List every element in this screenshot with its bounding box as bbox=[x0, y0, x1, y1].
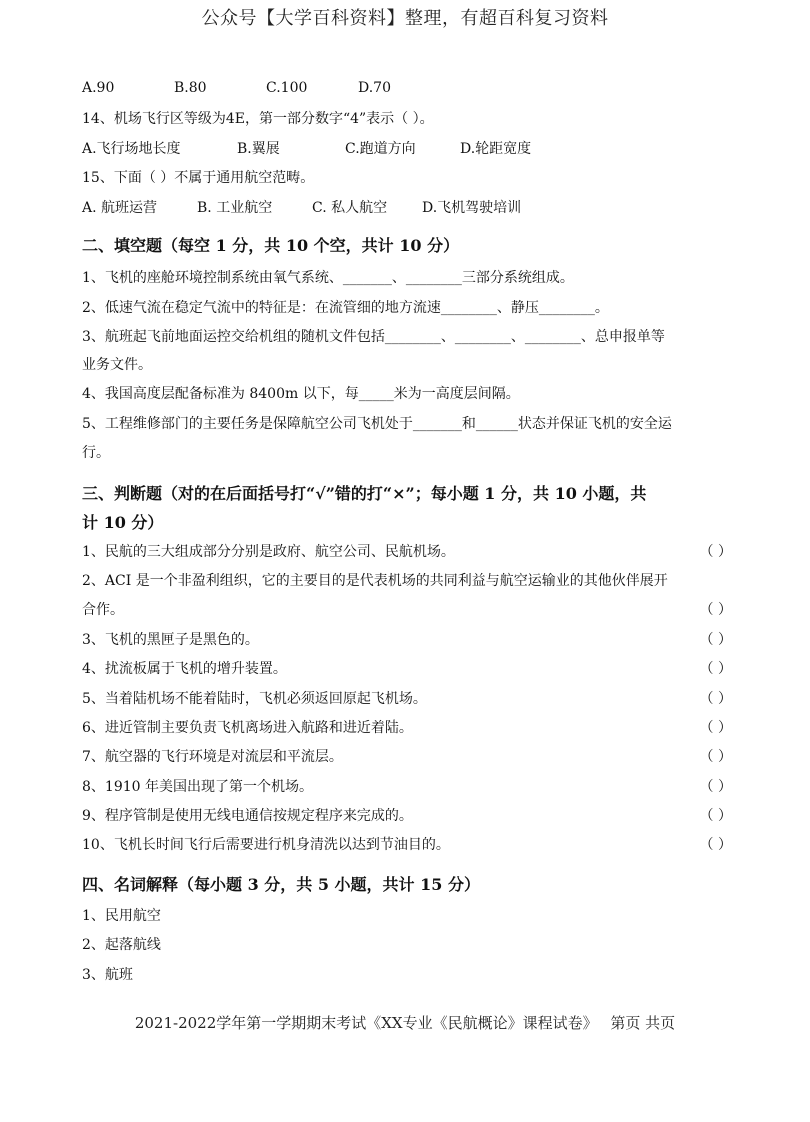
fill-question: 1、飞机的座舱环境控制系统由氧气系统、_______、________三部分系统组成。 bbox=[82, 270, 574, 286]
q15-options bbox=[82, 197, 521, 217]
answer-parentheses: （ ） bbox=[699, 749, 732, 765]
judge-text: 9、程序管制是使用无线电通信按规定程序来完成的。 bbox=[82, 808, 413, 824]
judge-text: 2、ACI 是一个非盈利组织，它的主要目的是代表机场的共同利益与航空运输业的其他伙伴展开 bbox=[82, 573, 668, 589]
judge-text-cont: 合作。 bbox=[82, 602, 124, 618]
option: C.100 bbox=[266, 80, 308, 96]
term-item: 3、航班 bbox=[82, 967, 133, 983]
answer-parentheses: （ ） bbox=[699, 779, 732, 795]
option: A.飞行场地长度 bbox=[82, 141, 181, 157]
judge-item bbox=[82, 541, 732, 561]
answer-parentheses: （ ） bbox=[699, 602, 732, 618]
judge-text: 8、1910 年美国出现了第一个机场。 bbox=[82, 779, 313, 795]
term-item: 1、民用航空 bbox=[82, 908, 161, 924]
judge-item bbox=[82, 746, 732, 766]
judge-item bbox=[82, 629, 732, 649]
option: B. 工业航空 bbox=[197, 200, 273, 216]
option: D.70 bbox=[358, 80, 391, 96]
option: A. 航班运营 bbox=[82, 200, 158, 216]
answer-parentheses: （ ） bbox=[699, 661, 732, 677]
judge-item bbox=[82, 658, 732, 678]
option: B.翼展 bbox=[237, 141, 280, 157]
answer-parentheses: （ ） bbox=[699, 632, 732, 648]
question-14: 14、机场飞行区等级为4E，第一部分数字“4”表示（ ）。 bbox=[82, 111, 434, 127]
option: D.飞机驾驶培训 bbox=[422, 200, 522, 216]
section-3-title-cont: 计 10 分） bbox=[82, 513, 164, 532]
fill-question: 4、我国高度层配备标准为 8400m 以下，每_____米为一高度层间隔。 bbox=[82, 386, 520, 402]
option: C.跑道方向 bbox=[345, 141, 416, 157]
option: B.80 bbox=[174, 80, 207, 96]
judge-text: 3、飞机的黑匣子是黑色的。 bbox=[82, 632, 259, 648]
fill-question: 3、航班起飞前地面运控交给机组的随机文件包括________、________、________、总申报单等 bbox=[82, 329, 665, 345]
judge-item bbox=[82, 599, 732, 619]
fill-question: 2、低速气流在稳定气流中的特征是：在流管细的地方流速________、静压________。 bbox=[82, 300, 609, 316]
section-4-title: 四、名词解释（每小题 3 分，共 5 小题，共计 15 分） bbox=[82, 875, 480, 894]
judge-item bbox=[82, 570, 732, 590]
fill-question: 5、工程维修部门的主要任务是保障航空公司飞机处于_______和______状态并保证飞机的安全运 bbox=[82, 416, 672, 432]
fill-question-cont: 业务文件。 bbox=[82, 357, 152, 373]
term-item: 2、起落航线 bbox=[82, 937, 161, 953]
q13-options bbox=[82, 80, 391, 96]
judge-text: 1、民航的三大组成部分分别是政府、航空公司、民航机场。 bbox=[82, 544, 455, 560]
answer-parentheses: （ ） bbox=[699, 691, 732, 707]
answer-parentheses: （ ） bbox=[699, 544, 732, 560]
option: A.90 bbox=[82, 80, 115, 96]
question-15: 15、下面（ ）不属于通用航空范畴。 bbox=[82, 170, 315, 186]
footer-course-title: 2021-2022学年第一学期期末考试《XX专业《民航概论》课程试卷》 bbox=[134, 1014, 598, 1032]
answer-parentheses: （ ） bbox=[699, 720, 732, 736]
option: C. 私人航空 bbox=[312, 200, 388, 216]
section-3-title: 三、判断题（对的在后面括号打“√”错的打“×”；每小题 1 分，共 10 小题，共 bbox=[82, 484, 647, 503]
judge-item bbox=[82, 717, 732, 737]
footer-page-number: 第页 共页 bbox=[610, 1014, 676, 1032]
answer-parentheses: （ ） bbox=[699, 808, 732, 824]
fill-question-cont: 行。 bbox=[82, 445, 110, 461]
judge-item bbox=[82, 776, 732, 796]
judge-item bbox=[82, 834, 732, 854]
answer-parentheses: （ ） bbox=[699, 837, 732, 853]
judge-text: 5、当着陆机场不能着陆时，飞机必须返回原起飞机场。 bbox=[82, 691, 427, 707]
judge-item bbox=[82, 805, 732, 825]
section-2-title: 二、填空题（每空 1 分，共 10 个空，共计 10 分） bbox=[82, 236, 460, 255]
judge-item bbox=[82, 688, 732, 708]
page-header: 公众号【大学百科资料】整理，有超百科复习资料 bbox=[201, 8, 609, 29]
page-footer bbox=[0, 1012, 810, 1033]
judge-text: 6、进近管制主要负责飞机离场进入航路和进近着陆。 bbox=[82, 720, 413, 736]
judge-text: 10、飞机长时间飞行后需要进行机身清洗以达到节油目的。 bbox=[82, 837, 450, 853]
judge-text: 4、扰流板属于飞机的增升装置。 bbox=[82, 661, 287, 677]
option: D.轮距宽度 bbox=[460, 141, 532, 157]
q14-options bbox=[82, 138, 531, 158]
judge-text: 7、航空器的飞行环境是对流层和平流层。 bbox=[82, 749, 343, 765]
